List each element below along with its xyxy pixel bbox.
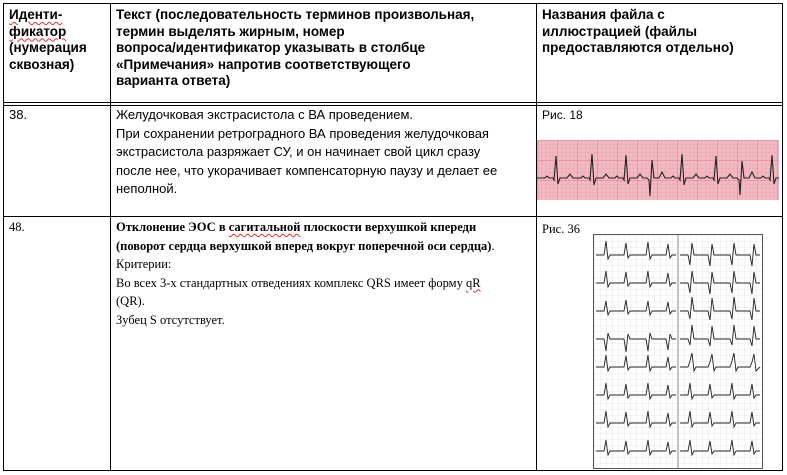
row-divider xyxy=(4,102,782,103)
row-48-line xyxy=(116,274,534,293)
header-text-line: термин выделять жирным, номер xyxy=(116,23,345,39)
row-38-line: экстрасистола разряжает СУ, и он начинает свой цикл сразу xyxy=(116,144,481,159)
row-48-title-line2 xyxy=(116,237,534,256)
row-48-title-line1 xyxy=(116,218,534,237)
row-48-term-qr: qR xyxy=(465,275,481,290)
row-48-title-part: Отклонение ЭОС в xyxy=(116,220,229,234)
row-48-criteria-label: Критерии: xyxy=(116,257,172,271)
row-48-title-part: плоскости верхушкой кпереди xyxy=(300,220,477,234)
row-38-line: При сохранении ретроградного ВА проведения желудочковая xyxy=(116,125,489,141)
header-id-line2: фикатор xyxy=(9,23,67,39)
row-48-title-part: (поворот сердца верхушкой вперед вокруг поперечной оси сердца) xyxy=(116,238,492,253)
row-48-identifier: 48. xyxy=(9,220,25,234)
column-divider xyxy=(536,4,537,470)
header-text-line: Текст (последовательность терминов произвольная, xyxy=(116,7,475,22)
row-48-line: Зубец S отсутствует. xyxy=(116,312,225,327)
row-48-line: (QR). xyxy=(116,294,145,308)
ecg-12-lead-image xyxy=(593,234,763,469)
header-text-line: варианта ответа) xyxy=(116,73,231,88)
ecg-strip-trace xyxy=(537,140,779,200)
header-text-line: вопроса/идентификатор указывать в столбце xyxy=(116,40,426,55)
row-38-line: после нее, что укорачивает компенсаторную паузу и делает ее xyxy=(116,162,498,178)
header-text-line: «Примечания» напротив соответствующего xyxy=(116,56,411,72)
ecg-12-lead-traces xyxy=(594,235,762,468)
header-identifier xyxy=(9,7,109,73)
header-text xyxy=(116,7,534,90)
header-file-line: Названия файла с xyxy=(542,7,665,22)
row-38-identifier: 38. xyxy=(9,107,28,122)
row-48-title-term: сагитальной xyxy=(228,220,301,234)
header-file-line: предоставляются отдельно) xyxy=(542,40,734,55)
row-38-fig-label: Рис. 18 xyxy=(542,108,583,122)
row-divider xyxy=(4,216,782,217)
header-filename xyxy=(542,7,782,57)
column-divider xyxy=(110,4,111,470)
ecg-rhythm-strip-image xyxy=(537,140,779,200)
row-48-title-period: . xyxy=(491,238,495,253)
header-id-line4: сквозная) xyxy=(9,56,75,72)
row-38-text xyxy=(116,106,534,199)
row-38-title: Желудочковая экстрасистола с ВА проведением. xyxy=(116,107,414,122)
row-38-line: неполной. xyxy=(116,181,178,196)
row-48-fig-label: Рис. 36 xyxy=(542,222,580,236)
header-file-line: иллюстрацией (файлы xyxy=(542,23,698,39)
row-48-text xyxy=(116,218,534,329)
header-id-line1: Иденти- xyxy=(9,7,63,22)
answer-table xyxy=(3,3,783,471)
row-48-line-part: Во всех 3-х стандартных отведениях комплекс QRS имеет форму xyxy=(116,275,466,290)
header-id-line3: (нумерация xyxy=(9,40,87,55)
